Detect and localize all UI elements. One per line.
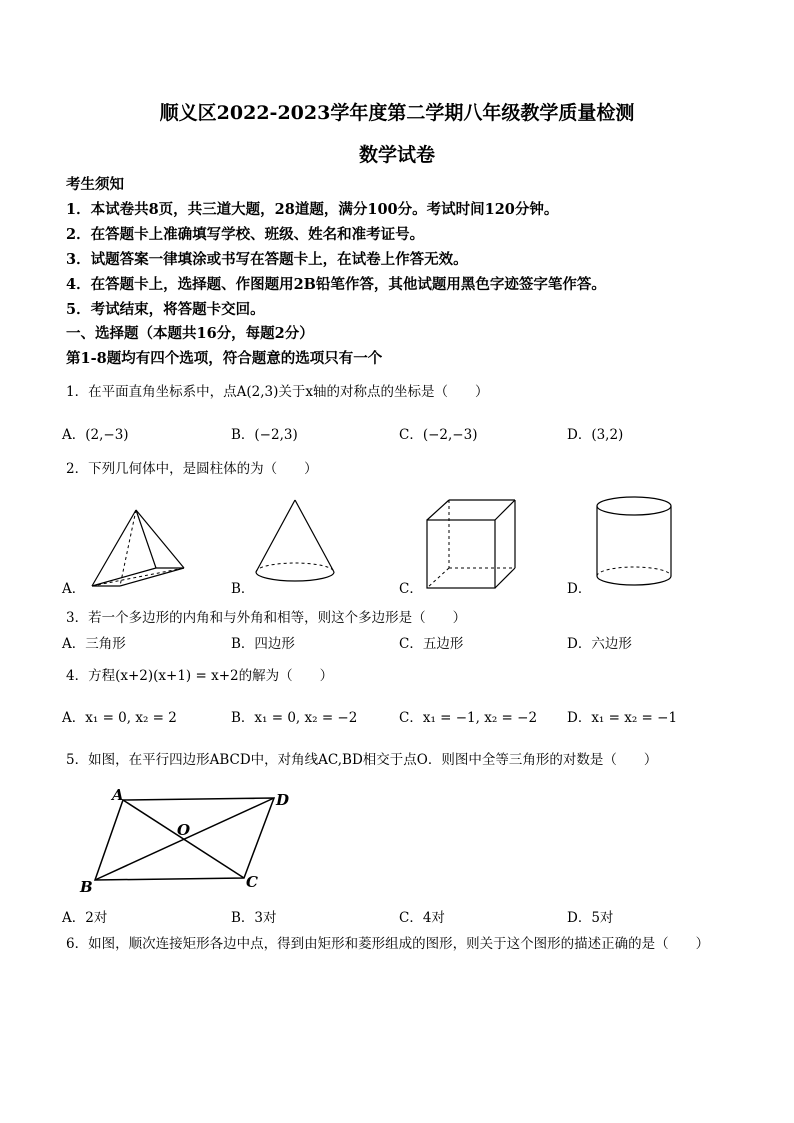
cube-figure [424, 498, 518, 592]
notice-item-1: 1．本试卷共8页，共三道大题，28道题，满分100分。考试时间120分钟。 [66, 201, 559, 218]
question-5-option-b: B．3对 [231, 910, 277, 926]
question-1-option-a: A．(2,−3) [62, 427, 129, 443]
question-4-option-a: A．x₁ = 0, x₂ = 2 [62, 710, 177, 726]
notice-item-4: 4．在答题卡上，选择题、作图题用2B铅笔作答，其他试题用黑色字迹签字笔作答。 [66, 276, 606, 293]
question-5-option-d: D．5对 [567, 910, 614, 926]
question-6-stem: 6．如图，顺次连接矩形各边中点，得到由矩形和菱形组成的图形，则关于这个图形的描述正确的是（ ） [66, 936, 710, 952]
question-4-option-c: C．x₁ = −1, x₂ = −2 [399, 710, 538, 726]
notice-item-2: 2．在答题卡上准确填写学校、班级、姓名和准考证号。 [66, 226, 425, 243]
question-2-option-d: D． [567, 581, 592, 597]
question-4-option-d: D．x₁ = x₂ = −1 [567, 710, 678, 726]
parallelogram-figure [76, 780, 298, 898]
notice-heading: 考生须知 [66, 176, 124, 193]
question-3-option-d: D．六边形 [567, 636, 632, 652]
vertex-label-d: D [276, 791, 290, 809]
section-note: 第1-8题均有四个选项，符合题意的选项只有一个 [66, 350, 383, 367]
pyramid-figure [90, 508, 190, 588]
section-heading: 一、选择题（本题共16分，每题2分） [66, 325, 314, 342]
question-3-option-b: B．四边形 [231, 636, 295, 652]
page-title: 顺义区2022-2023学年度第二学期八年级教学质量检测 [159, 102, 635, 124]
question-2-stem: 2．下列几何体中，是圆柱体的为（ ） [66, 461, 318, 477]
question-3-stem: 3．若一个多边形的内角和与外角和相等，则这个多边形是（ ） [66, 610, 467, 626]
question-3-option-a: A．三角形 [62, 636, 126, 652]
notice-item-5: 5．考试结束，将答题卡交回。 [66, 301, 265, 318]
question-5-option-a: A．2对 [62, 910, 108, 926]
page-subtitle: 数学试卷 [358, 144, 435, 166]
question-1-option-c: C．(−2,−3) [399, 427, 478, 443]
question-4-stem: 4．方程(x+2)(x+1) = x+2的解为（ ） [66, 668, 334, 684]
question-3-option-c: C．五边形 [399, 636, 464, 652]
vertex-label-c: C [246, 873, 258, 891]
question-4-option-b: B．x₁ = 0, x₂ = −2 [231, 710, 358, 726]
question-1-stem: 1．在平面直角坐标系中，点A(2,3)关于x轴的对称点的坐标是（ ） [66, 384, 489, 400]
question-5-option-c: C．4对 [399, 910, 445, 926]
vertex-label-b: B [80, 878, 93, 896]
cone-figure [252, 498, 338, 588]
vertex-label-a: A [112, 786, 124, 804]
question-2-option-c: C． [399, 581, 423, 597]
question-5-stem: 5．如图，在平行四边形ABCD中，对角线AC,BD相交于点O．则图中全等三角形的对数是（ ） [66, 752, 658, 768]
question-1-option-d: D．(3,2) [567, 427, 624, 443]
question-2-option-a: A． [62, 581, 86, 597]
notice-item-3: 3．试题答案一律填涂或书写在答题卡上，在试卷上作答无效。 [66, 251, 468, 268]
cylinder-figure [594, 494, 674, 590]
question-2-option-b: B． [231, 581, 255, 597]
question-1-option-b: B．(−2,3) [231, 427, 298, 443]
intersection-label-o: O [177, 821, 191, 839]
